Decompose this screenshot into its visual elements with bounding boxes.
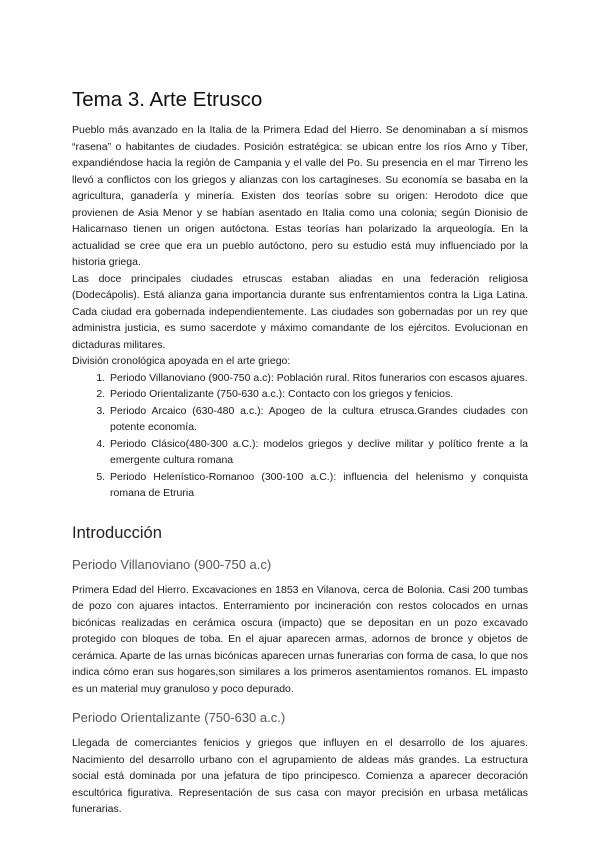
document-title: Tema 3. Arte Etrusco <box>72 88 263 111</box>
section-heading-introduccion: Introducción <box>72 523 162 542</box>
period-list-item: 4. Periodo Clásico(480-300 a.C.): modelos griegos y declive militar y político frente a la emergente cultura romana <box>108 436 528 469</box>
period-list <box>72 370 528 502</box>
period-list-item: 3. Periodo Arcaico (630-480 a.c.): Apogeo de la cultura etrusca.Grandes ciudades con potente economía. <box>108 403 528 436</box>
subsection-text-orientalizante: Llegada de comerciantes fenicios y griegos que influyen en el desarrollo de los ajuares. Nacimiento del desarrollo urbano con el agrupamiento de aldeas más grandes. La estructura social está dominada por una jefatura de tipo principesco. Comienza a aparecer decoración escultórica figurativa. Representación de sus casa con mayor precisión en urbasa metálicas funerarias. <box>72 737 528 815</box>
subsection-heading-orientalizante: Periodo Orientalizante (750-630 a.c.) <box>72 710 286 725</box>
subsection-text-villanoviano: Primera Edad del Hierro. Excavaciones en 1853 en Vilanova, cerca de Bolonia. Casi 200 tumbas de pozo con ajuares intactos. Enterramiento por incineración con restos colocados en urnas bicónicas realizadas en cerámica oscura (impacto) que se depositan en un pozo excavado protegido con bloques de toba. En el ajuar aparecen armas, adornos de bronce y objetos de cerámica. Aparte de las urnas bicónicas aparecen urnas funerarias con forma de casa, lo que nos indica cómo eran sus hogares,son similares a los primeros asentamientos romanos. EL impasto es un material muy granuloso y poco depurado. <box>72 583 528 695</box>
intro-paragraph-cities: Las doce principales ciudades etruscas estaban aliadas en una federación religiosa (Dodecápolis). Está alianza gana importancia durante sus enfrentamientos contra la Liga Latina. Cada ciudad era gobernada independientemente. Las ciudades son gobernadas por un rey que administra justicia, es sumo sacerdote y máximo comandante de los ejércitos. Evolucionan en dictaduras militares. <box>72 272 528 351</box>
intro-paragraph-chronology: División cronológica apoyada en el arte griego: <box>72 355 291 367</box>
document-page <box>72 88 528 818</box>
period-list-item: 5. Periodo Helenístico-Romanoo (300-100 a.C.): influencia del helenismo y conquista romana de Etruria <box>108 469 528 502</box>
subsection-heading-villanoviano: Periodo Villanoviano (900-750 a.c) <box>72 556 272 572</box>
intro-paragraph-origin: Pueblo más avanzado en la Italia de la Primera Edad del Hierro. Se denominaban a sí mismos “rasena” o habitantes de ciudades. Posición estratégica: se ubican entre los ríos Arno y Tíber, expandiéndose hacia la región de Campania y el valle del Po. Su presencia en el mar Tirreno les llevó a conflictos con los griegos y alianzas con los cartagineses. Su economía se basaba en la agricultura, ganadería y minería. Existen dos teorías sobre su origen: Herodoto dice que provienen de Asia Menor y se habían asentado en Italia como una colonia; según Dionisio de Halicarnaso tienen un origen autóctona. Estas teorías han polarizado la arqueología. En la actualidad se cree que era un pueblo autóctono, pero su estudio está muy influenciado por la historia griega. <box>72 124 528 268</box>
period-list-item: 1. Periodo Villanoviano (900-750 a.c): Población rural. Ritos funerarios con escasos ajuares. <box>108 370 528 387</box>
period-list-item: 2. Periodo Orientalizante (750-630 a.c.): Contacto con los griegos y fenicios. <box>108 386 528 403</box>
